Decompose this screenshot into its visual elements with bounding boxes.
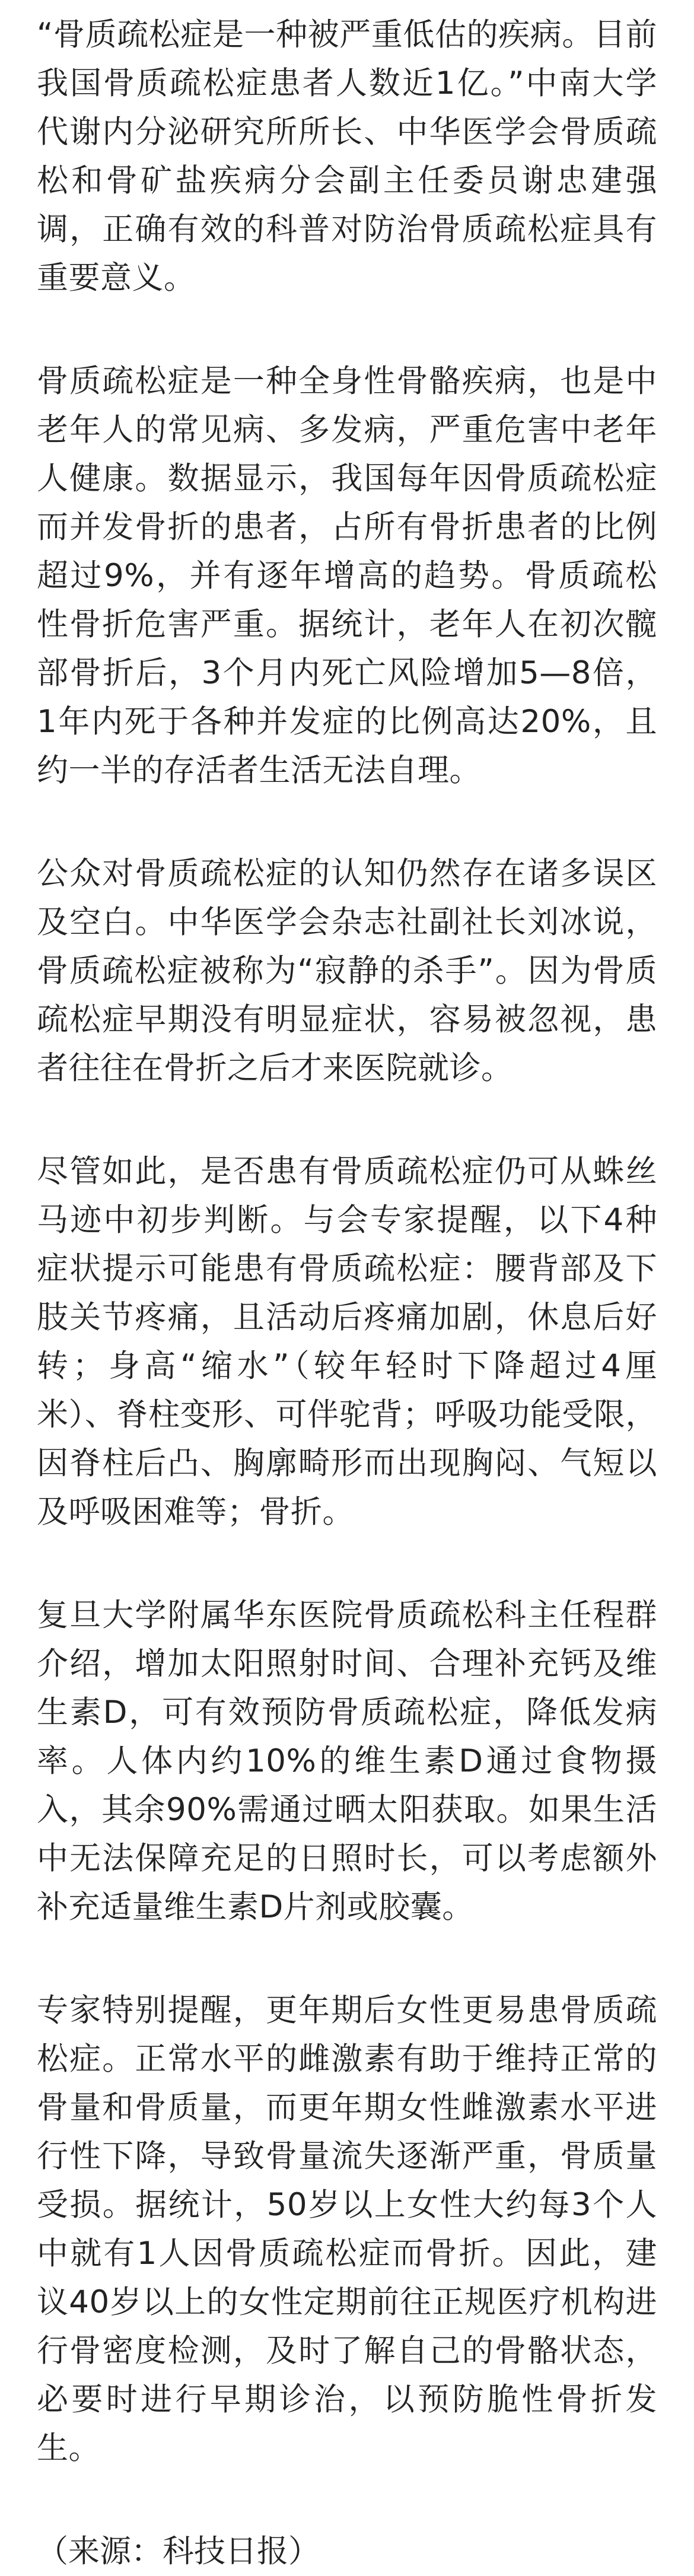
paragraph-4: 尽管如此，是否患有骨质疏松症仍可从蛛丝马迹中初步判断。与会专家提醒，以下4种症状提示可能患有骨质疏松症：腰背部及下肢关节疼痛，且活动后疼痛加剧，休息后好转；身高“缩水”（较年轻时下降超过4厘米）、脊柱变形、可伴驼背；呼吸功能受限，因脊柱后凸、胸廓畸形而出现胸闷、气短以及呼吸困难等；骨折。 (37, 1153, 657, 1530)
source-note: （来源：科技日报） (37, 2533, 320, 2569)
paragraph-2: 骨质疏松症是一种全身性骨骼疾病，也是中老年人的常见病、多发病，严重危害中老年人健康。数据显示，我国每年因骨质疏松症而并发骨折的患者，占所有骨折患者的比例超过9%，并有逐年增高的趋势。骨质疏松性骨折危害严重。据统计，老年人在初次髋部骨折后，3个月内死亡风险增加5—8倍，1年内死于各种并发症的比例高达20%，且约一半的存活者生活无法自理。 (37, 363, 657, 788)
paragraph-1: “骨质疏松症是一种被严重低估的疾病。目前我国骨质疏松症患者人数近1亿。”中南大学代谢内分泌研究所所长、中华医学会骨质疏松和骨矿盐疾病分会副主任委员谢忠建强调，正确有效的科普对防治骨质疏松症具有重要意义。 (37, 17, 657, 296)
paragraph-3: 公众对骨质疏松症的认知仍然存在诸多误区及空白。中华医学会杂志社副社长刘冰说，骨质疏松症被称为“寂静的杀手”。因为骨质疏松症早期没有明显症状，容易被忽视，患者往往在骨折之后才来医院就诊。 (37, 856, 657, 1086)
paragraph-6: 专家特别提醒，更年期后女性更易患骨质疏松症。正常水平的雌激素有助于维持正常的骨量和骨质量，而更年期女性雌激素水平进行性下降，导致骨量流失逐渐严重，骨质量受损。据统计，50岁以上女性大约每3个人中就有1人因骨质疏松症而骨折。因此，建议40岁以上的女性定期前往正规医疗机构进行骨密度检测，及时了解自己的骨骼状态，必要时进行早期诊治，以预防脆性骨折发生。 (37, 1992, 657, 2466)
paragraph-5: 复旦大学附属华东医院骨质疏松科主任程群介绍，增加太阳照射时间、合理补充钙及维生素D，可有效预防骨质疏松症，降低发病率。人体内约10%的维生素D通过食物摄入，其余90%需通过晒太阳获取。如果生活中无法保障充足的日照时长，可以考虑额外补充适量维生素D片剂或胶囊。 (37, 1597, 657, 1925)
